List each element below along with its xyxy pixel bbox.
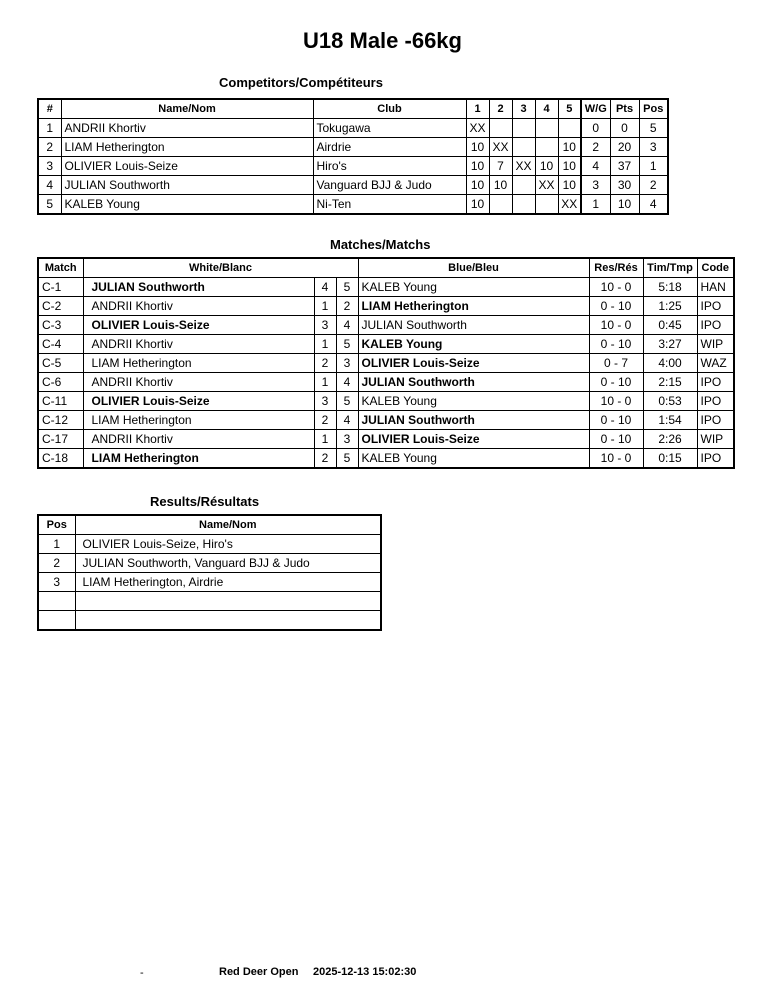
result-position: 1 [38,535,75,554]
competitor-wins: 0 [581,119,610,138]
blue-number: 5 [336,449,358,469]
score-vs-2 [489,195,512,215]
match-row [38,430,734,449]
competitor-row [38,119,668,138]
match-id: C-4 [38,335,83,354]
result-position: 2 [38,554,75,573]
match-id: C-1 [38,278,83,297]
blue-number: 5 [336,392,358,411]
blue-number: 2 [336,297,358,316]
competitor-points: 30 [610,176,639,195]
score-vs-1: 10 [466,157,489,176]
competitor-number: 1 [38,119,61,138]
score-vs-4 [535,195,558,215]
blue-number: 4 [336,316,358,335]
result-row [38,611,381,631]
score-vs-4: 10 [535,157,558,176]
white-competitor: ANDRII Khortiv [83,297,314,316]
match-row [38,392,734,411]
competitor-row [38,138,668,157]
white-number: 1 [314,430,336,449]
match-code: IPO [697,392,734,411]
match-result: 0 - 10 [589,430,643,449]
col-header-pts: Pts [610,99,639,119]
match-time: 2:26 [643,430,697,449]
score-vs-2: 10 [489,176,512,195]
competitor-club: Ni-Ten [313,195,466,215]
competitors-section-title: Competitors/Compétiteurs [219,75,383,90]
blue-competitor: KALEB Young [358,392,589,411]
match-time: 0:45 [643,316,697,335]
competitor-position: 4 [639,195,668,215]
col-header-name: Name/Nom [61,99,313,119]
blue-number: 5 [336,335,358,354]
match-code: IPO [697,411,734,430]
competitor-position: 1 [639,157,668,176]
competitor-wins: 3 [581,176,610,195]
competitor-wins: 4 [581,157,610,176]
match-code: IPO [697,297,734,316]
white-number: 3 [314,392,336,411]
match-code: WAZ [697,354,734,373]
results-header-row [38,515,381,535]
col-header-score-1: 1 [466,99,489,119]
result-position [38,611,75,631]
score-vs-1: XX [466,119,489,138]
col-header-blue: Blue/Bleu [358,258,589,278]
page-title: U18 Male -66kg [303,28,462,53]
blue-number: 4 [336,373,358,392]
match-time: 1:54 [643,411,697,430]
blue-number: 3 [336,354,358,373]
match-row [38,316,734,335]
match-id: C-3 [38,316,83,335]
match-id: C-5 [38,354,83,373]
col-header-score-5: 5 [558,99,581,119]
blue-competitor: OLIVIER Louis-Seize [358,430,589,449]
col-header-time: Tim/Tmp [643,258,697,278]
score-vs-5: 10 [558,176,581,195]
col-header-num: # [38,99,61,119]
score-vs-3: XX [512,157,535,176]
competitor-name: JULIAN Southworth [61,176,313,195]
match-result: 0 - 10 [589,335,643,354]
competitor-club: Hiro's [313,157,466,176]
match-row [38,297,734,316]
competitor-points: 37 [610,157,639,176]
col-header-score-4: 4 [535,99,558,119]
score-vs-2: XX [489,138,512,157]
match-row [38,373,734,392]
white-competitor: LIAM Hetherington [83,449,314,469]
white-number: 1 [314,373,336,392]
match-result: 10 - 0 [589,316,643,335]
competitor-position: 2 [639,176,668,195]
score-vs-4 [535,138,558,157]
white-number: 4 [314,278,336,297]
competitor-name: OLIVIER Louis-Seize [61,157,313,176]
competitors-table [37,98,669,215]
white-competitor: ANDRII Khortiv [83,373,314,392]
match-code: IPO [697,449,734,469]
competitor-number: 5 [38,195,61,215]
match-row [38,335,734,354]
competitor-club: Vanguard BJJ & Judo [313,176,466,195]
result-row [38,592,381,611]
score-vs-4 [535,119,558,138]
result-position: 3 [38,573,75,592]
competitor-wins: 1 [581,195,610,215]
match-time: 3:27 [643,335,697,354]
match-result: 0 - 7 [589,354,643,373]
result-row [38,535,381,554]
col-header-score-2: 2 [489,99,512,119]
col-header-score-3: 3 [512,99,535,119]
col-header-wg: W/G [581,99,610,119]
match-code: WIP [697,335,734,354]
match-time: 5:18 [643,278,697,297]
blue-competitor: KALEB Young [358,278,589,297]
match-row [38,411,734,430]
result-name: JULIAN Southworth, Vanguard BJJ & Judo [75,554,381,573]
matches-section-title: Matches/Matchs [330,237,431,252]
match-row [38,449,734,469]
white-number: 3 [314,316,336,335]
result-name [75,611,381,631]
footer-event-name: Red Deer Open [219,966,299,978]
match-time: 1:25 [643,297,697,316]
blue-competitor: JULIAN Southworth [358,411,589,430]
competitor-number: 2 [38,138,61,157]
blue-number: 5 [336,278,358,297]
blue-number: 4 [336,411,358,430]
match-code: HAN [697,278,734,297]
match-time: 0:15 [643,449,697,469]
match-code: IPO [697,316,734,335]
competitor-name: LIAM Hetherington [61,138,313,157]
score-vs-3 [512,119,535,138]
col-header-white: White/Blanc [83,258,358,278]
match-result: 10 - 0 [589,392,643,411]
score-vs-2: 7 [489,157,512,176]
match-code: IPO [697,373,734,392]
match-result: 0 - 10 [589,373,643,392]
competitor-points: 0 [610,119,639,138]
blue-competitor: JULIAN Southworth [358,316,589,335]
footer-separator: - [140,967,144,979]
result-name: LIAM Hetherington, Airdrie [75,573,381,592]
result-name [75,592,381,611]
score-vs-1: 10 [466,176,489,195]
match-id: C-11 [38,392,83,411]
match-result: 10 - 0 [589,278,643,297]
competitor-number: 4 [38,176,61,195]
score-vs-5: 10 [558,157,581,176]
col-header-code: Code [697,258,734,278]
result-row [38,573,381,592]
white-number: 1 [314,297,336,316]
score-vs-3 [512,195,535,215]
match-time: 0:53 [643,392,697,411]
match-result: 0 - 10 [589,297,643,316]
result-position [38,592,75,611]
blue-competitor: KALEB Young [358,449,589,469]
result-row [38,554,381,573]
competitor-name: KALEB Young [61,195,313,215]
competitor-position: 5 [639,119,668,138]
col-header-pos: Pos [639,99,668,119]
competitor-club: Tokugawa [313,119,466,138]
white-competitor: OLIVIER Louis-Seize [83,316,314,335]
match-id: C-18 [38,449,83,469]
white-competitor: ANDRII Khortiv [83,430,314,449]
competitor-row [38,176,668,195]
blue-number: 3 [336,430,358,449]
white-number: 2 [314,449,336,469]
competitor-row [38,195,668,215]
matches-header-row [38,258,734,278]
score-vs-3 [512,138,535,157]
white-number: 2 [314,354,336,373]
blue-competitor: OLIVIER Louis-Seize [358,354,589,373]
competitor-points: 10 [610,195,639,215]
match-id: C-2 [38,297,83,316]
col-header-result-name: Name/Nom [75,515,381,535]
col-header-club: Club [313,99,466,119]
competitor-points: 20 [610,138,639,157]
competitor-club: Airdrie [313,138,466,157]
match-time: 2:15 [643,373,697,392]
competitors-header-row [38,99,668,119]
white-number: 2 [314,411,336,430]
match-id: C-6 [38,373,83,392]
match-row [38,278,734,297]
score-vs-1: 10 [466,195,489,215]
white-competitor: ANDRII Khortiv [83,335,314,354]
col-header-result: Res/Rés [589,258,643,278]
competitor-wins: 2 [581,138,610,157]
competitor-name: ANDRII Khortiv [61,119,313,138]
results-table [37,514,382,631]
result-name: OLIVIER Louis-Seize, Hiro's [75,535,381,554]
match-result: 10 - 0 [589,449,643,469]
competitor-number: 3 [38,157,61,176]
white-competitor: LIAM Hetherington [83,354,314,373]
match-id: C-17 [38,430,83,449]
col-header-match: Match [38,258,83,278]
blue-competitor: JULIAN Southworth [358,373,589,392]
col-header-result-pos: Pos [38,515,75,535]
competitor-row [38,157,668,176]
match-time: 4:00 [643,354,697,373]
footer-timestamp: 2025-12-13 15:02:30 [313,966,417,978]
match-id: C-12 [38,411,83,430]
blue-competitor: KALEB Young [358,335,589,354]
results-section-title: Results/Résultats [150,494,260,509]
competitor-position: 3 [639,138,668,157]
white-number: 1 [314,335,336,354]
score-vs-3 [512,176,535,195]
white-competitor: OLIVIER Louis-Seize [83,392,314,411]
score-vs-2 [489,119,512,138]
matches-table [37,257,735,469]
score-vs-5: 10 [558,138,581,157]
score-vs-4: XX [535,176,558,195]
score-vs-5 [558,119,581,138]
blue-competitor: LIAM Hetherington [358,297,589,316]
match-code: WIP [697,430,734,449]
score-vs-1: 10 [466,138,489,157]
white-competitor: JULIAN Southworth [83,278,314,297]
match-result: 0 - 10 [589,411,643,430]
match-row [38,354,734,373]
score-vs-5: XX [558,195,581,215]
white-competitor: LIAM Hetherington [83,411,314,430]
